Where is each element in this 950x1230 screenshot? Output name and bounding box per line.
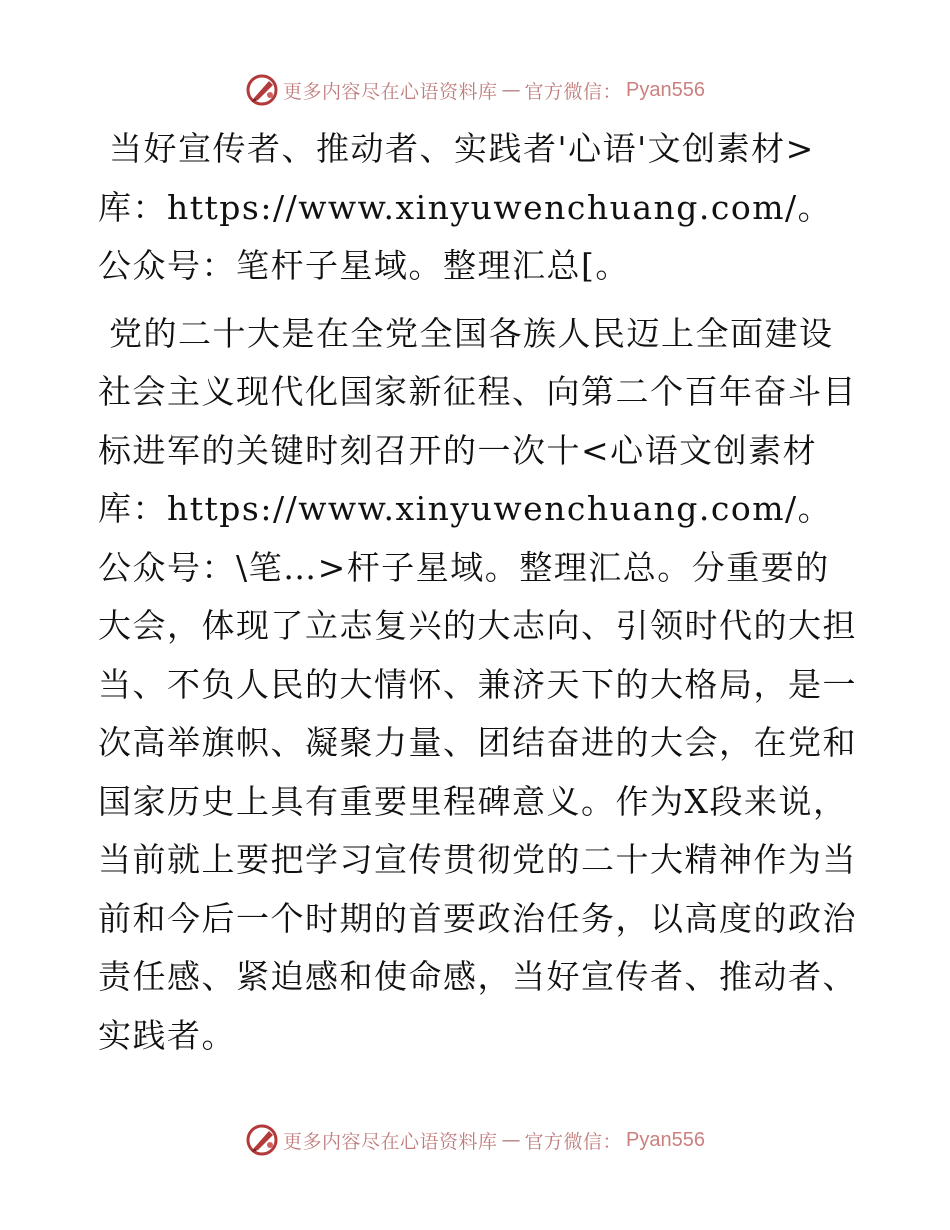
header-banner (0, 70, 950, 110)
document-body (98, 120, 858, 1065)
paragraph-1: 当好宣传者、推动者、实践者'心语'文创素材>库：https://www.xinyuwenchuang.com/。公众号：笔杆子星域。整理汇总[。 (98, 129, 833, 285)
pen-logo-icon (245, 1123, 279, 1157)
header-wechat-id: Pyan556 (626, 78, 705, 101)
footer-banner-separator: — (501, 1129, 521, 1151)
header-wechat-label: 官方微信： (524, 80, 623, 103)
footer-banner-text: 更多内容尽在心语资料库 (283, 1130, 498, 1153)
header-banner-inner (245, 73, 705, 107)
footer-wechat-id: Pyan556 (626, 1128, 705, 1151)
footer-banner-inner (245, 1123, 705, 1157)
footer-banner (0, 1120, 950, 1160)
pen-logo-icon (245, 73, 279, 107)
header-banner-text: 更多内容尽在心语资料库 (283, 80, 498, 103)
footer-wechat-label: 官方微信： (524, 1130, 623, 1153)
header-banner-separator: — (501, 79, 521, 101)
paragraph-2: 党的二十大是在全党全国各族人民迈上全面建设社会主义现代化国家新征程、向第二个百年奋斗目标进军的关键时刻召开的一次十<心语文创素材库：https://www.xinyuwenchuang.com/。公众号：\笔…>杆子星域。整理汇总。分重要的大会，体现了立志复兴的大志向、引领时代的大担当、不负人民的大情怀、兼济天下的大格局，是一次高举旗帜、凝聚力量、团结奋进的大会，在党和国家历史上具有重要里程碑意义。作为X段来说，当前就上要把学习宣传贯彻党的二十大精神作为当前和今后一个时期的首要政治任务，以高度的政治责任感、紧迫感和使命感，当好宣传者、推动者、实践者。 (98, 313, 857, 1055)
